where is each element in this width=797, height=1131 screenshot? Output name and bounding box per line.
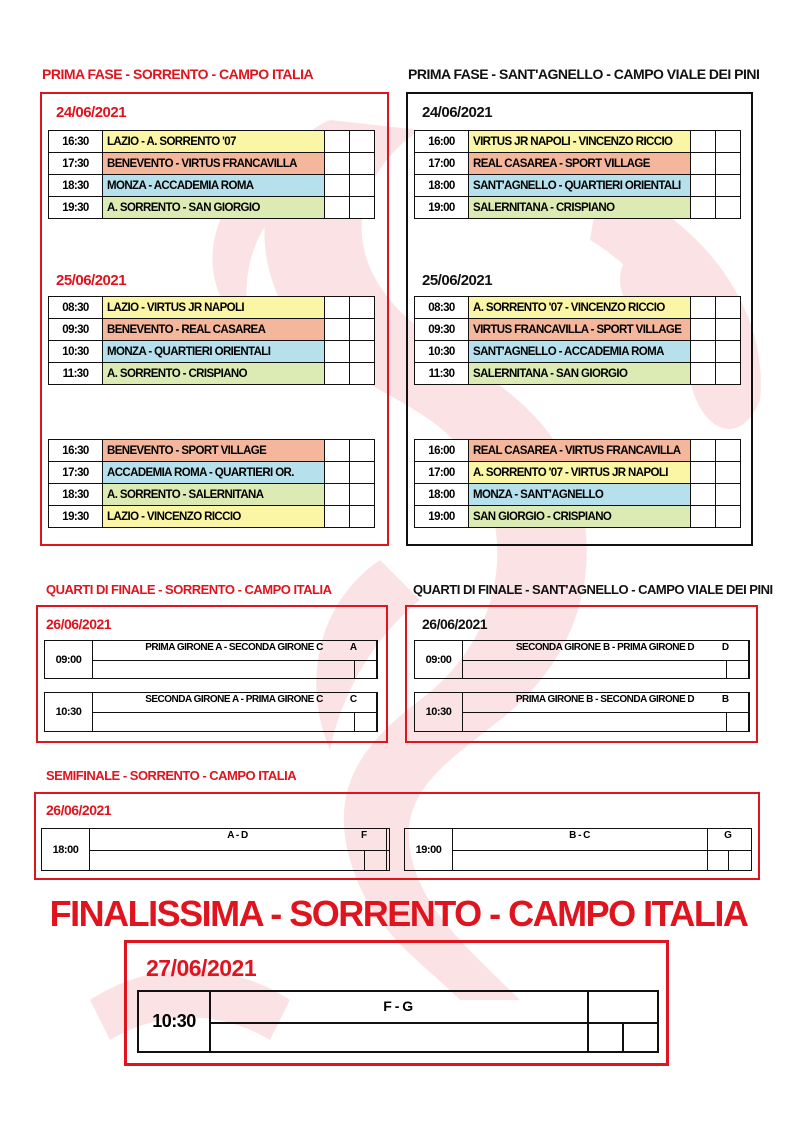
match-row: [49, 341, 375, 363]
match-teams: VIRTUS JR NAPOLI - VINCENZO RICCIO: [469, 131, 691, 153]
match-time: 10:30: [415, 693, 463, 731]
match-teams: SANT'AGNELLO - QUARTIERI ORIENTALI: [469, 175, 691, 197]
score-cell-away: [716, 462, 741, 484]
match-label: A - D: [227, 830, 248, 841]
score-cell-away: [350, 341, 375, 363]
match-teams: REAL CASAREA - SPORT VILLAGE: [469, 153, 691, 175]
semi-match-2: [404, 828, 752, 871]
score-cell-away: [716, 363, 741, 385]
match-time: 17:00: [415, 153, 469, 175]
match-time: 11:30: [415, 363, 469, 385]
match-time: 10:30: [415, 341, 469, 363]
match-teams: SALERNITANA - SAN GIORGIO: [469, 363, 691, 385]
semi-title: SEMIFINALE - SORRENTO - CAMPO ITALIA: [46, 768, 297, 783]
match-time: 19:00: [405, 829, 453, 870]
final-match: [137, 990, 659, 1053]
match-time: 11:30: [49, 363, 103, 385]
score-cell-home: [325, 341, 350, 363]
match-row: [49, 319, 375, 341]
score-cell-away: [350, 197, 375, 219]
match-code: D: [721, 642, 730, 653]
score-cell-home: [691, 341, 716, 363]
match-code: A: [349, 642, 358, 653]
match-teams: BENEVENTO - REAL CASAREA: [103, 319, 325, 341]
score-cell-home: [691, 484, 716, 506]
match-teams: SALERNITANA - CRISPIANO: [469, 197, 691, 219]
score-cell-home: [325, 175, 350, 197]
score-cell-home: [691, 297, 716, 319]
score-cell-away: [716, 484, 741, 506]
final-title: FINALISSIMA - SORRENTO - CAMPO ITALIA: [49, 893, 748, 934]
score-cells: [702, 693, 749, 731]
match-row: [415, 153, 741, 175]
match-teams: MONZA - SANT'AGNELLO: [469, 484, 691, 506]
match-teams: SANT'AGNELLO - ACCADEMIA ROMA: [469, 341, 691, 363]
score-cell-home: [691, 319, 716, 341]
match-row: [49, 462, 375, 484]
score-cell-away: [350, 506, 375, 528]
score-cell-home: [691, 153, 716, 175]
match-time: 16:00: [415, 440, 469, 462]
match-teams: MONZA - QUARTIERI ORIENTALI: [103, 341, 325, 363]
match-row: [49, 197, 375, 219]
match-time: 09:30: [49, 319, 103, 341]
match-slot: [452, 829, 708, 870]
quarters-right-title: QUARTI DI FINALE - SANT'AGNELLO - CAMPO VIALE DEI PINI: [413, 582, 773, 597]
match-time: 19:00: [415, 506, 469, 528]
score-cell-home: [691, 506, 716, 528]
quarters-left-title: QUARTI DI FINALE - SORRENTO - CAMPO ITALIA: [46, 582, 332, 597]
match-row: [49, 506, 375, 528]
match-teams: A. SORRENTO - SALERNITANA: [103, 484, 325, 506]
score-cell-away: [716, 319, 741, 341]
match-time: 16:30: [49, 440, 103, 462]
match-row: [49, 175, 375, 197]
score-cell-away: [716, 131, 741, 153]
match-teams: LAZIO - A. SORRENTO '07: [103, 131, 325, 153]
match-time: 18:30: [49, 484, 103, 506]
match-teams: ACCADEMIA ROMA - QUARTIERI OR.: [103, 462, 325, 484]
match-time: 19:30: [49, 197, 103, 219]
match-label: PRIMA GIRONE B - SECONDA GIRONE D: [515, 694, 695, 705]
match-teams: BENEVENTO - VIRTUS FRANCAVILLA: [103, 153, 325, 175]
score-cell-away: [350, 153, 375, 175]
score-cell-away: [716, 197, 741, 219]
score-cell-home: [325, 131, 350, 153]
match-code: C: [349, 694, 358, 705]
match-teams: VIRTUS FRANCAVILLA - SPORT VILLAGE: [469, 319, 691, 341]
match-time: 10:30: [45, 693, 93, 731]
score-cells: [587, 992, 657, 1051]
score-cell-away: [350, 462, 375, 484]
score-cell-home: [325, 197, 350, 219]
score-cell-away: [350, 484, 375, 506]
match-time: 18:00: [415, 484, 469, 506]
match-label: PRIMA GIRONE A - SECONDA GIRONE C: [145, 642, 323, 653]
right-day1-date: 24/06/2021: [422, 104, 493, 121]
match-label: B - C: [569, 830, 590, 841]
score-cell-away: [716, 506, 741, 528]
quarter-right-match-2: [414, 692, 750, 732]
match-row: [415, 175, 741, 197]
match-time: 17:30: [49, 462, 103, 484]
left-day1-table: [48, 130, 375, 219]
match-slot: [209, 992, 589, 1051]
left-day2b-table: [48, 439, 375, 528]
match-teams: MONZA - ACCADEMIA ROMA: [103, 175, 325, 197]
right-day2-table: [414, 296, 741, 385]
match-teams: A. SORRENTO '07 - VIRTUS JR NAPOLI: [469, 462, 691, 484]
semi-date: 26/06/2021: [46, 802, 112, 818]
match-teams: LAZIO - VINCENZO RICCIO: [103, 506, 325, 528]
match-row: [415, 319, 741, 341]
score-cell-home: [325, 153, 350, 175]
score-cell-away: [350, 297, 375, 319]
match-time: 18:30: [49, 175, 103, 197]
right-section-title: PRIMA FASE - SANT'AGNELLO - CAMPO VIALE DEI PINI: [408, 66, 760, 82]
match-teams: REAL CASAREA - VIRTUS FRANCAVILLA: [469, 440, 691, 462]
score-cell-away: [350, 440, 375, 462]
semi-match-1: [41, 828, 390, 871]
score-cell-away: [716, 341, 741, 363]
match-time: 19:30: [49, 506, 103, 528]
score-cells: [705, 829, 751, 870]
match-row: [415, 297, 741, 319]
right-day2-date: 25/06/2021: [422, 272, 493, 289]
score-cells: [702, 641, 749, 678]
right-day2b-table: [414, 439, 741, 528]
score-cell-away: [716, 440, 741, 462]
match-row: [415, 341, 741, 363]
match-row: [49, 484, 375, 506]
match-row: [49, 153, 375, 175]
left-day2-table: [48, 296, 375, 385]
score-cell-home: [325, 297, 350, 319]
match-label: SECONDA GIRONE A - PRIMA GIRONE C: [145, 694, 323, 705]
match-row: [415, 462, 741, 484]
quarters-left-date: 26/06/2021: [46, 616, 112, 632]
match-code: F: [360, 830, 368, 841]
score-cell-home: [691, 131, 716, 153]
score-cell-away: [350, 319, 375, 341]
match-row: [49, 363, 375, 385]
match-teams: SAN GIORGIO - CRISPIANO: [469, 506, 691, 528]
match-row: [415, 131, 741, 153]
score-cell-home: [691, 197, 716, 219]
match-time: 16:30: [49, 131, 103, 153]
score-cell-away: [350, 131, 375, 153]
match-label: SECONDA GIRONE B - PRIMA GIRONE D: [515, 642, 695, 653]
match-row: [415, 506, 741, 528]
score-cells: [330, 693, 377, 731]
score-cell-away: [716, 175, 741, 197]
score-cell-home: [325, 319, 350, 341]
match-time: 10:30: [139, 992, 211, 1051]
match-label: F - G: [383, 998, 413, 1014]
match-row: [415, 484, 741, 506]
match-time: 18:00: [415, 175, 469, 197]
score-cell-home: [691, 175, 716, 197]
match-code: B: [721, 694, 730, 705]
match-time: 17:00: [415, 462, 469, 484]
quarter-left-match-2: [44, 692, 378, 732]
score-cell-home: [691, 363, 716, 385]
match-teams: LAZIO - VIRTUS JR NAPOLI: [103, 297, 325, 319]
quarter-right-match-1: [414, 640, 750, 679]
score-cells: [339, 829, 389, 870]
match-time: 19:00: [415, 197, 469, 219]
score-cell-away: [350, 175, 375, 197]
score-cell-home: [325, 506, 350, 528]
score-cells: [330, 641, 377, 678]
match-time: 17:30: [49, 153, 103, 175]
final-date: 27/06/2021: [146, 955, 257, 981]
score-cell-home: [325, 462, 350, 484]
match-time: 09:30: [415, 319, 469, 341]
match-time: 09:00: [415, 641, 463, 678]
match-code: G: [724, 830, 732, 841]
right-day1-table: [414, 130, 741, 219]
left-day2-date: 25/06/2021: [56, 272, 127, 289]
match-time: 08:30: [49, 297, 103, 319]
match-teams: A. SORRENTO '07 - VINCENZO RICCIO: [469, 297, 691, 319]
score-cell-away: [350, 363, 375, 385]
score-cell-home: [325, 484, 350, 506]
match-teams: A. SORRENTO - CRISPIANO: [103, 363, 325, 385]
match-time: 10:30: [49, 341, 103, 363]
match-teams: BENEVENTO - SPORT VILLAGE: [103, 440, 325, 462]
match-time: 09:00: [45, 641, 93, 678]
match-row: [49, 297, 375, 319]
match-row: [415, 363, 741, 385]
match-row: [49, 440, 375, 462]
score-cell-home: [325, 363, 350, 385]
score-cell-home: [325, 440, 350, 462]
match-time: 18:00: [42, 829, 90, 870]
score-cell-home: [691, 462, 716, 484]
match-time: 16:00: [415, 131, 469, 153]
match-time: 08:30: [415, 297, 469, 319]
match-row: [415, 197, 741, 219]
score-cell-home: [691, 440, 716, 462]
quarter-left-match-1: [44, 640, 378, 679]
left-section-title: PRIMA FASE - SORRENTO - CAMPO ITALIA: [42, 66, 314, 82]
match-teams: A. SORRENTO - SAN GIORGIO: [103, 197, 325, 219]
match-row: [415, 440, 741, 462]
quarters-right-date: 26/06/2021: [422, 616, 488, 632]
score-cell-away: [716, 153, 741, 175]
match-row: [49, 131, 375, 153]
left-day1-date: 24/06/2021: [56, 104, 127, 121]
score-cell-away: [716, 297, 741, 319]
